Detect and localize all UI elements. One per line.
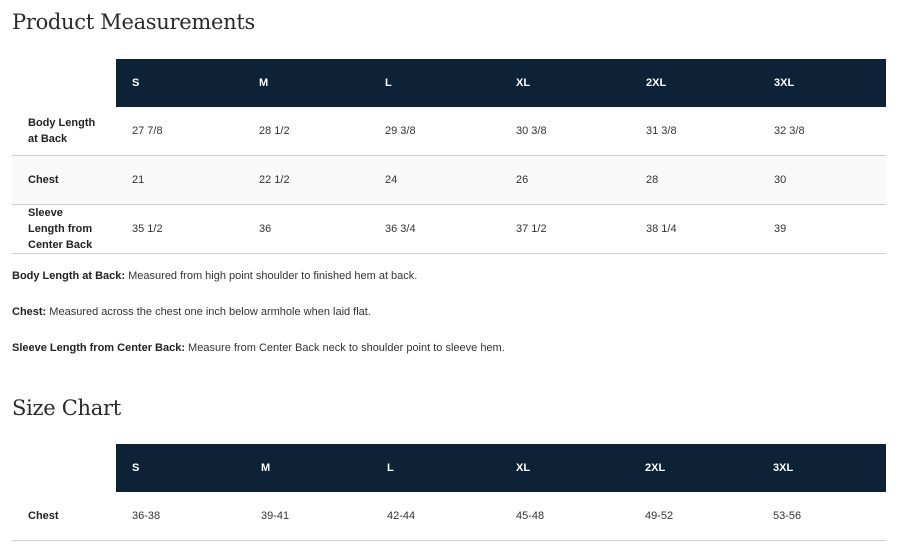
size-header-m: M bbox=[243, 59, 369, 107]
table-row bbox=[12, 107, 886, 156]
table-cell: 35 1/2 bbox=[116, 205, 243, 254]
header-corner bbox=[12, 444, 116, 492]
definition-term: Sleeve Length from Center Back: bbox=[12, 342, 185, 354]
size-chart-heading: Size Chart bbox=[12, 396, 121, 420]
size-header-xl: XL bbox=[500, 59, 630, 107]
size-header-3xl: 3XL bbox=[757, 444, 886, 492]
table-cell: 36 bbox=[243, 205, 369, 254]
definition-note-sleeve-length bbox=[12, 342, 505, 354]
table-cell: 30 3/8 bbox=[500, 107, 630, 156]
measurements-header-row bbox=[12, 59, 886, 107]
definition-text: Measured from high point shoulder to finished hem at back. bbox=[125, 270, 418, 282]
table-cell: 36 3/4 bbox=[369, 205, 500, 254]
table-cell: 21 bbox=[116, 156, 243, 205]
table-row bbox=[12, 156, 886, 205]
table-cell: 22 1/2 bbox=[243, 156, 369, 205]
table-cell: 24 bbox=[369, 156, 500, 205]
size-header-xl: XL bbox=[500, 444, 629, 492]
table-cell: 37 1/2 bbox=[500, 205, 630, 254]
table-cell: 45-48 bbox=[500, 492, 629, 541]
table-cell: 28 1/2 bbox=[243, 107, 369, 156]
table-cell: 28 bbox=[630, 156, 758, 205]
size-header-s: S bbox=[116, 59, 243, 107]
table-cell: 26 bbox=[500, 156, 630, 205]
size-chart-header-row bbox=[12, 444, 886, 492]
size-header-m: M bbox=[245, 444, 371, 492]
table-cell: 39 bbox=[758, 205, 886, 254]
table-row bbox=[12, 205, 886, 254]
table-cell: 27 7/8 bbox=[116, 107, 243, 156]
definition-text: Measure from Center Back neck to shoulder point to sleeve hem. bbox=[185, 342, 505, 354]
size-header-3xl: 3XL bbox=[758, 59, 886, 107]
row-label-body-length: Body Length at Back bbox=[12, 107, 116, 156]
size-header-2xl: 2XL bbox=[630, 59, 758, 107]
size-header-2xl: 2XL bbox=[629, 444, 757, 492]
size-header-l: L bbox=[369, 59, 500, 107]
table-cell: 31 3/8 bbox=[630, 107, 758, 156]
table-cell: 53-56 bbox=[757, 492, 886, 541]
definition-text: Measured across the chest one inch below armhole when laid flat. bbox=[46, 306, 371, 318]
row-label-chest: Chest bbox=[12, 492, 116, 541]
definition-term: Chest: bbox=[12, 306, 47, 318]
table-cell: 30 bbox=[758, 156, 886, 205]
row-label-chest: Chest bbox=[12, 156, 116, 205]
definition-note-body-length bbox=[12, 270, 417, 282]
table-cell: 29 3/8 bbox=[369, 107, 500, 156]
header-corner bbox=[12, 59, 116, 107]
table-cell: 32 3/8 bbox=[758, 107, 886, 156]
product-measurements-heading: Product Measurements bbox=[12, 10, 255, 34]
product-measurements-table bbox=[12, 59, 886, 254]
definition-term: Body Length at Back: bbox=[12, 270, 126, 282]
table-cell: 38 1/4 bbox=[630, 205, 758, 254]
table-row bbox=[12, 492, 886, 541]
table-cell: 36-38 bbox=[116, 492, 245, 541]
table-cell: 42-44 bbox=[371, 492, 500, 541]
definition-note-chest bbox=[12, 306, 371, 318]
size-header-s: S bbox=[116, 444, 245, 492]
row-label-sleeve-length: Sleeve Length from Center Back bbox=[12, 205, 116, 254]
size-header-l: L bbox=[371, 444, 500, 492]
size-chart-table bbox=[12, 444, 886, 541]
table-cell: 39-41 bbox=[245, 492, 371, 541]
table-cell: 49-52 bbox=[629, 492, 757, 541]
